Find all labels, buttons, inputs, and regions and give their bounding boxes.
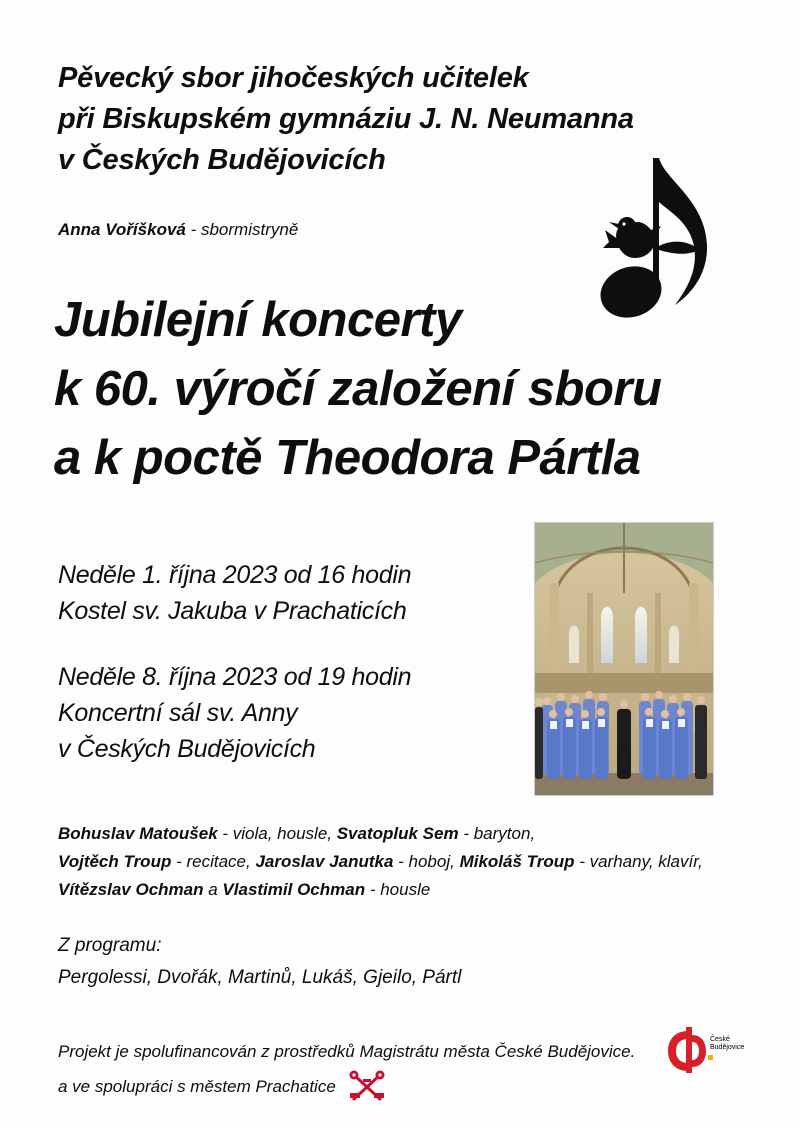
performers-line	[58, 848, 703, 876]
performer-name: Bohuslav Matoušek	[58, 824, 218, 843]
funding-note: Projekt je spolufinancován z prostředků Magistrátu města České Budějovice.	[58, 1042, 636, 1061]
performer-role: - hoboj,	[393, 852, 460, 871]
program-heading: Z programu:	[58, 935, 162, 956]
performer-name: Jaroslav Janutka	[255, 852, 394, 871]
prachatice-crossed-keys-emblem	[348, 1069, 386, 1103]
performer-role: - recitace,	[171, 852, 256, 871]
performers	[58, 820, 703, 904]
performer-name: Svatopluk Sem	[336, 824, 459, 843]
event-date: Neděle 1. října 2023 od 16 hodin	[58, 561, 412, 589]
program	[58, 930, 461, 994]
performer-role: a	[203, 880, 223, 899]
event-venue: v Českých Budějovicích	[58, 735, 316, 763]
cooperation-note: a ve spolupráci s městem Prachatice	[58, 1077, 336, 1096]
performer-role: - housle	[365, 880, 431, 899]
performer-name: Vítězslav Ochman	[58, 880, 204, 899]
performer-name: Mikoláš Troup	[459, 852, 575, 871]
performer-name: Vojtěch Troup	[58, 852, 172, 871]
concert-title	[54, 286, 661, 493]
event-venue: Kostel sv. Jakuba v Prachaticích	[58, 597, 407, 625]
performers-line	[58, 820, 703, 848]
event-venue: Koncertní sál sv. Anny	[58, 699, 298, 727]
cb-logo-text: Budějovice	[710, 1044, 745, 1051]
performer-role: - varhany, klavír,	[574, 852, 703, 871]
conductor	[58, 220, 298, 240]
organizer-line: Pěvecký sbor jihočeských učitelek	[58, 62, 529, 94]
title-line: k 60. výročí založení sboru	[54, 362, 662, 416]
conductor-role: - sbormistryně	[185, 220, 299, 239]
organizer-line: v Českých Budějovicích	[58, 144, 386, 176]
program-composers: Pergolessi, Dvořák, Martinů, Lukáš, Gjeilo, Pártl	[58, 967, 462, 988]
performer-role: - viola, housle,	[217, 824, 337, 843]
organizer	[58, 58, 634, 181]
organizer-line: při Biskupském gymnáziu J. N. Neumanna	[58, 103, 634, 135]
performers-line	[58, 876, 703, 904]
event-prachatice	[58, 557, 411, 629]
performer-role: - baryton,	[458, 824, 536, 843]
event-date: Neděle 8. října 2023 od 19 hodin	[58, 663, 412, 691]
ceske-budejovice-logo	[666, 1025, 745, 1075]
choir-photo	[534, 522, 714, 796]
performer-name: Vlastimil Ochman	[222, 880, 366, 899]
event-ceske-budejovice	[58, 659, 411, 767]
cb-logo-text: České	[710, 1036, 730, 1043]
conductor-name: Anna Voříšková	[58, 220, 186, 239]
title-line: Jubilejní koncerty	[54, 293, 462, 347]
title-line: a k poctě Theodora Pártla	[54, 431, 641, 485]
